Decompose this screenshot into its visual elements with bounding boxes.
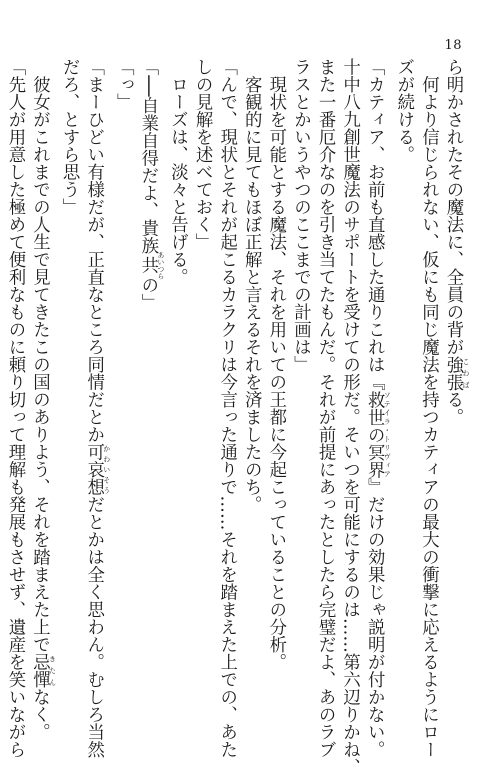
ruby-reading: かわいそう [102, 443, 111, 496]
text-run: だとかは全く思わん。むしろ当然 [83, 495, 104, 758]
text-line [111, 58, 136, 668]
text-run: また一番厄介なのを引き当てたもんだ。それが前提にあったとしたら完璧だよ、あのラブ [315, 58, 336, 758]
text-line [135, 58, 165, 668]
ruby-reading: きたん [48, 653, 57, 688]
ruby-annotation [364, 390, 392, 479]
text-line [337, 58, 362, 775]
text-line [165, 58, 190, 668]
text-run: 「カティア、お前も直感した通りこれは『 [364, 58, 385, 391]
vertical-text-body [4, 58, 470, 775]
text-run: なく。 [29, 688, 50, 741]
text-run: だろ、とすら思う」 [59, 58, 80, 216]
text-line [239, 58, 264, 668]
text-line [81, 58, 111, 758]
ruby-base: 可哀想 [83, 443, 104, 496]
ruby-annotation [83, 443, 111, 496]
text-run: 十中八九創世魔法のサポートを受けての形だ。そいつを可能にするのは……第六辺りかね、 [339, 58, 360, 775]
ruby-annotation [137, 251, 165, 280]
text-run: 「──自業自得だよ、貴族 [137, 58, 158, 255]
ruby-reading: こわば [462, 355, 470, 391]
ruby-annotation [29, 653, 57, 688]
ruby-base: 救世の冥界 [364, 390, 385, 478]
text-run: ら明かされたその魔法に、全員の背が [443, 58, 463, 356]
text-line [57, 58, 82, 668]
text-run: 「まーひどい有様だが、正直なところ同情だとか [83, 58, 104, 443]
text-run: の」 [137, 276, 158, 312]
text-line [263, 58, 288, 671]
text-line [391, 58, 416, 668]
text-run: 「んで、現状とそれが起こるカラクリは今言った通りで……それを踏まえた上での、あた [216, 58, 237, 758]
text-line [189, 58, 214, 668]
text-line [288, 58, 313, 668]
text-run: ラスとかいうやつのここまでの計画は」 [290, 58, 311, 373]
ruby-reading: ソテイラ・トリヴィア [383, 390, 392, 478]
text-run: 「先人が用意した極めて便利なものに頼り切って理解も発展もさせず、遺産を笑いながら [4, 58, 25, 758]
ruby-annotation [443, 355, 470, 391]
text-line [362, 58, 392, 758]
text-line [312, 58, 337, 758]
ruby-base: 忌憚 [29, 653, 50, 688]
text-run: 彼女がこれまでの人生で見てきたこの国のありよう、それを踏まえた上で [29, 58, 50, 653]
ruby-reading: あいつら [156, 251, 165, 280]
text-run: 』だけの効果じゃ説明が付かない。 [364, 478, 385, 758]
text-run: ズが続ける。 [393, 58, 414, 163]
text-run: 何より信じられない、仮にも同じ魔法を持つカティアの最大の衝撃に応えるようにロー [418, 58, 439, 758]
text-run: る。 [443, 390, 463, 426]
ruby-base: 強張 [443, 355, 463, 391]
text-run: 「っ」 [113, 58, 134, 111]
page-number: 18 [444, 38, 462, 53]
ruby-base: 共 [137, 251, 158, 280]
text-line [416, 58, 441, 758]
text-run: しの見解を述べておく」 [192, 58, 213, 251]
text-line [214, 58, 239, 758]
text-line [2, 58, 27, 758]
text-line [27, 58, 57, 741]
text-run: ローズは、淡々と告げる。 [167, 58, 188, 286]
text-run: 客観的に見てもほぼ正解と言えるそれを済ましたのち。 [241, 58, 262, 513]
text-line [440, 58, 470, 668]
text-run: 現状を可能とする魔法、それを用いての王都に今起こっていることの分析。 [265, 58, 286, 671]
